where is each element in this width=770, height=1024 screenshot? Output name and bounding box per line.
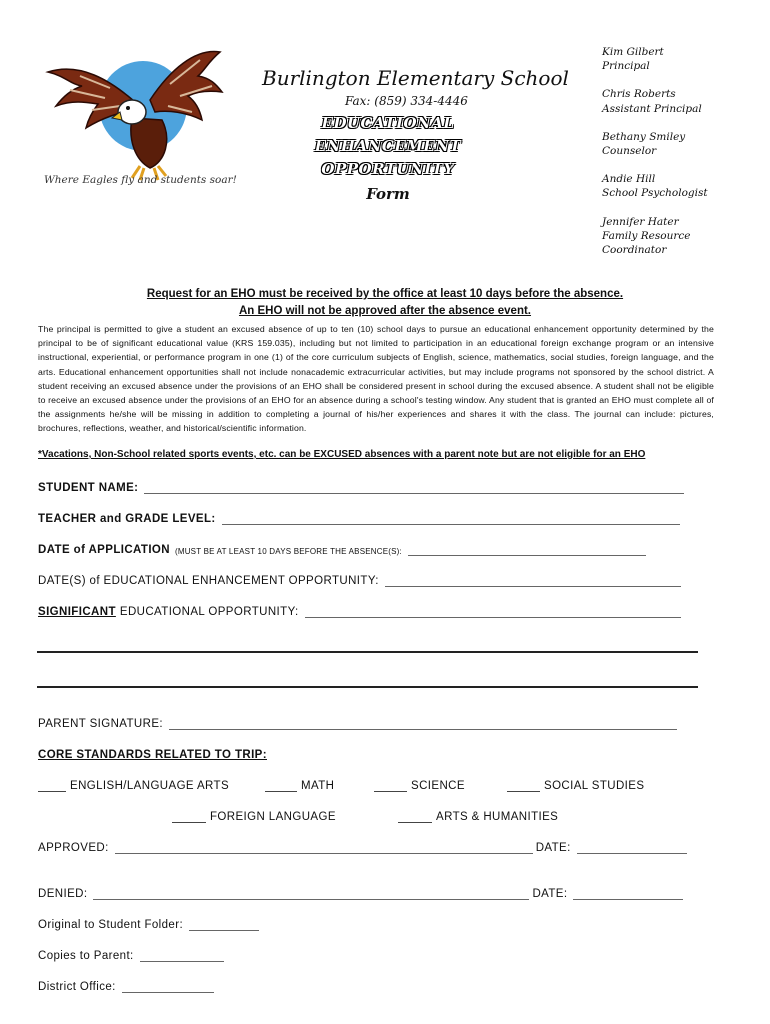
staff-role: Principal bbox=[602, 60, 650, 73]
staff-name: Bethany Smiley bbox=[602, 130, 686, 143]
denied-field[interactable] bbox=[93, 888, 529, 900]
district-field[interactable] bbox=[122, 981, 214, 993]
original-row bbox=[38, 919, 259, 931]
date-application-field[interactable] bbox=[408, 544, 646, 556]
math-checkbox[interactable] bbox=[265, 781, 297, 792]
dates-eho-row bbox=[38, 575, 681, 587]
original-field[interactable] bbox=[189, 919, 259, 931]
date-application-note: (MUST BE AT LEAST 10 DAYS BEFORE THE ABSENCE(S): bbox=[174, 547, 402, 556]
subject-arts[interactable] bbox=[398, 811, 558, 823]
form-title-line3: OPPORTUNITY bbox=[321, 160, 455, 178]
subject-foreign-language[interactable] bbox=[172, 811, 336, 823]
copies-field[interactable] bbox=[140, 950, 224, 962]
parent-signature-row bbox=[38, 718, 677, 730]
opportunity-line-1[interactable] bbox=[37, 651, 698, 653]
significant-row bbox=[38, 606, 681, 618]
core-standards-heading: CORE STANDARDS RELATED TO TRIP: bbox=[38, 749, 267, 761]
foreign-language-checkbox[interactable] bbox=[172, 812, 206, 823]
student-name-field[interactable] bbox=[144, 482, 684, 494]
staff-role: Assistant Principal bbox=[602, 102, 702, 115]
denied-date-field[interactable] bbox=[573, 888, 683, 900]
school-tagline: Where Eagles fly and students soar! bbox=[44, 174, 237, 186]
eagle-logo bbox=[40, 40, 225, 190]
staff-role: Counselor bbox=[602, 145, 657, 158]
student-name-row bbox=[38, 482, 684, 494]
staff-role: School Psychologist bbox=[602, 187, 708, 200]
form-title-line1: EDUCATIONAL bbox=[321, 114, 455, 132]
subject-ela[interactable] bbox=[38, 780, 229, 792]
staff-name: Andie Hill bbox=[602, 173, 656, 186]
form-title-line4: Form bbox=[366, 185, 410, 203]
student-name-label: STUDENT NAME: bbox=[38, 482, 139, 494]
approved-label: APPROVED: bbox=[38, 842, 109, 854]
district-label: District Office: bbox=[38, 981, 116, 993]
denied-row bbox=[38, 888, 683, 900]
ela-checkbox[interactable] bbox=[38, 781, 66, 792]
approved-row bbox=[38, 842, 687, 854]
notice-line-2: An EHO will not be approved after the absence event. bbox=[238, 305, 532, 317]
staff-entry bbox=[602, 87, 762, 115]
teacher-grade-row bbox=[38, 513, 680, 525]
significant-label: SIGNIFICANT bbox=[38, 606, 116, 618]
form-title-line2: ENHANCEMENT bbox=[314, 137, 462, 155]
math-label: MATH bbox=[301, 780, 335, 792]
parent-signature-label: PARENT SIGNATURE: bbox=[38, 718, 164, 730]
vacation-note: *Vacations, Non-School related sports events, etc. can be EXCUSED absences with a parent note but are not eligible for an EHO bbox=[38, 449, 646, 460]
notice-line-1: Request for an EHO must be received by the office at least 10 days before the absence. bbox=[146, 288, 624, 300]
denied-label: DENIED: bbox=[38, 888, 88, 900]
copies-row bbox=[38, 950, 224, 962]
subject-social-studies[interactable] bbox=[507, 780, 644, 792]
significant-field[interactable] bbox=[305, 606, 681, 618]
staff-name: Kim Gilbert bbox=[602, 46, 664, 58]
staff-list bbox=[602, 45, 762, 257]
staff-entry bbox=[602, 130, 762, 158]
school-name: Burlington Elementary School bbox=[262, 66, 569, 90]
arts-label: ARTS & HUMANITIES bbox=[436, 811, 559, 823]
arts-checkbox[interactable] bbox=[398, 812, 432, 823]
subject-science[interactable] bbox=[374, 780, 465, 792]
approved-field[interactable] bbox=[115, 842, 533, 854]
social-studies-checkbox[interactable] bbox=[507, 781, 540, 792]
approved-date-label: DATE: bbox=[535, 842, 571, 854]
staff-entry bbox=[602, 215, 762, 258]
teacher-grade-label: TEACHER and GRADE LEVEL: bbox=[38, 513, 216, 525]
social-studies-label: SOCIAL STUDIES bbox=[544, 780, 645, 792]
fax-number: Fax: (859) 334-4446 bbox=[345, 94, 468, 108]
ela-label: ENGLISH/LANGUAGE ARTS bbox=[70, 780, 230, 792]
policy-paragraph: The principal is permitted to give a student an excused absence of up to ten (10) school days to pursue an educational enhancement opportunity determined by the principal to be of significant educational value (KRS 159.035), including but not limited to participation in an educational foreign exchange program or an intensive instructional, experiential, or performance program in one (1) of the core curriculum subjects of English, science, mathematics, social studies, foreign language, and the arts. Educational enhancement opportunities shall not include nonacademic extracurricular activities, but may include programs not sponsored by the school district. A student receiving an excused absence under the provisions of an EHO shall be considered present in school during the excused absence. A student shall not be eligible to receive an excused absence under the provisions of an EHO for an absence during a school's testing window. Any student that is granted an EHO must complete all of the assignments he/she will be missing in addition to completing a journal of his/her experiences and shares it with the class. The journal can include: pictures, brochures, reflections, weather, and historical/scientific information. bbox=[38, 324, 714, 434]
staff-entry bbox=[602, 45, 762, 73]
dates-eho-label: DATE(S) of EDUCATIONAL ENHANCEMENT OPPORTUNITY: bbox=[38, 575, 379, 587]
approved-date-field[interactable] bbox=[577, 842, 687, 854]
dates-eho-field[interactable] bbox=[385, 575, 681, 587]
subject-math[interactable] bbox=[265, 780, 334, 792]
opportunity-line-2[interactable] bbox=[37, 686, 698, 688]
copies-label: Copies to Parent: bbox=[38, 950, 134, 962]
foreign-language-label: FOREIGN LANGUAGE bbox=[210, 811, 336, 823]
science-checkbox[interactable] bbox=[374, 781, 407, 792]
district-row bbox=[38, 981, 214, 993]
date-application-row bbox=[38, 544, 646, 556]
staff-entry bbox=[602, 172, 762, 200]
staff-role: Family Resource Coordinator bbox=[602, 229, 691, 257]
teacher-grade-field[interactable] bbox=[222, 513, 680, 525]
significant-label-rest: EDUCATIONAL OPPORTUNITY: bbox=[119, 606, 299, 618]
original-label: Original to Student Folder: bbox=[38, 919, 184, 931]
staff-name: Chris Roberts bbox=[602, 88, 676, 101]
staff-name: Jennifer Hater bbox=[602, 215, 679, 228]
science-label: SCIENCE bbox=[411, 780, 465, 792]
date-application-label: DATE of APPLICATION bbox=[38, 544, 170, 556]
parent-signature-field[interactable] bbox=[169, 718, 677, 730]
denied-date-label: DATE: bbox=[532, 888, 568, 900]
